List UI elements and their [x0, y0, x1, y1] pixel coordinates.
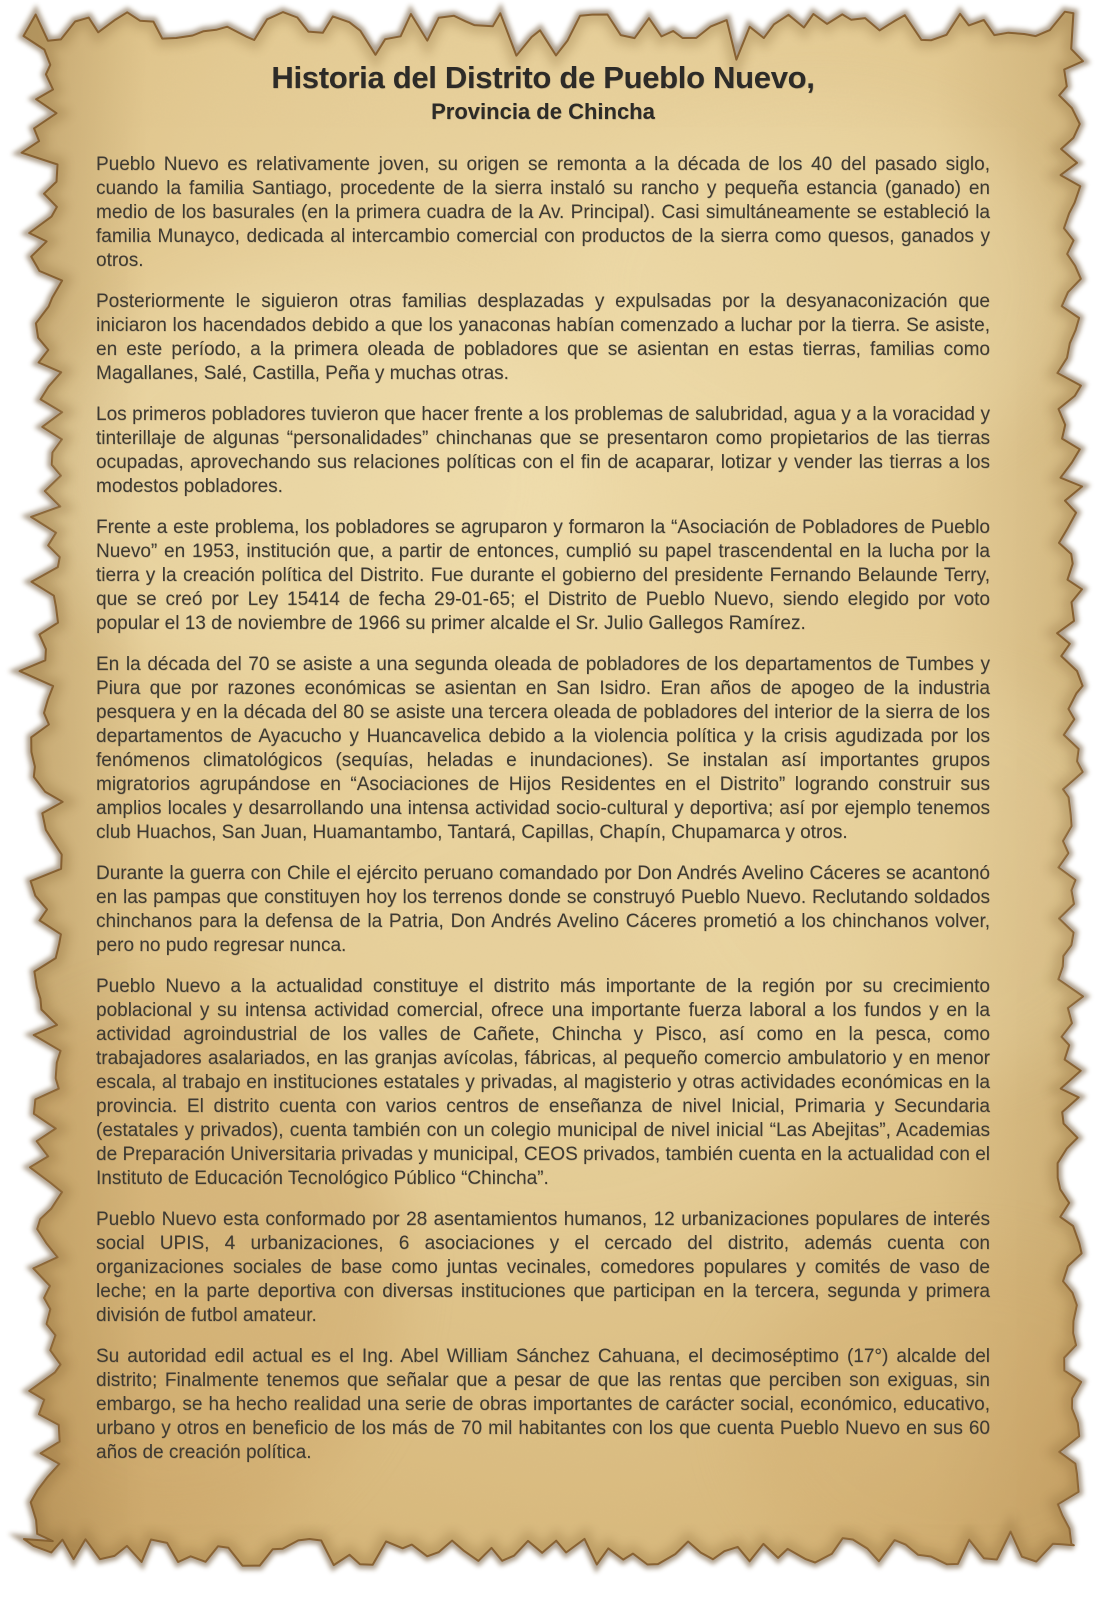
paragraph: Frente a este problema, los pobladores se agruparon y formaron la “Asociación de Pobladores de Pueblo Nuevo” en 1953, institución que, a partir de entonces, cumplió su papel trascendental en la lucha por la tierra y la creación política del Distrito. Fue durante el gobierno del presidente Fernando Belaunde Terry, que se creó por Ley 15414 de fecha 29-01-65; el Distrito de Pueblo Nuevo, siendo elegido por voto popular el 13 de noviembre de 1966 su primer alcalde el Sr. Julio Gallegos Ramírez. — [96, 517, 990, 634]
paragraph: Su autoridad edil actual es el Ing. Abel William Sánchez Cahuana, el decimoséptimo (17°) alcalde del distrito; Finalmente tenemos que señalar que a pesar de que las rentas que perciben son exiguas, sin embargo, se ha hecho realidad una serie de obras importantes de carácter social, económico, educativo, urbano y otros en beneficio de los más de 70 mil habitantes con los que cuenta Pueblo Nuevo en sus 60 años de creación política. — [96, 1346, 990, 1463]
paragraph: Pueblo Nuevo es relativamente joven, su origen se remonta a la década de los 40 del pasado siglo, cuando la familia Santiago, procedente de la sierra instaló su rancho y pequeña estancia (ganado) en medio de los basurales (en la primera cuadra de la Av. Principal). Casi simultáneamente se estableció la familia Munayco, dedicada al intercambio comercial con productos de la sierra como quesos, ganados y otros. — [96, 154, 990, 271]
document-title: Historia del Distrito de Pueblo Nuevo, — [271, 60, 815, 95]
title-block — [96, 60, 990, 125]
document-content — [96, 60, 990, 1465]
paragraph: En la década del 70 se asiste a una segunda oleada de pobladores de los departamentos de Tumbes y Piura que por razones económicas se asientan en San Isidro. Eran años de apogeo de la industria pesquera y en la década del 80 se asiste una tercera oleada de pobladores del interior de la sierra de los departamentos de Ayacucho y Huancavelica debido a la violencia política y la crisis agudizada por los fenómenos climatológicos (sequías, heladas e inundaciones). Se instalan así importantes grupos migratorios agrupándose en “Asociaciones de Hijos Residentes en el Distrito” logrando construir sus amplios locales y desarrollando una intensa actividad socio-cultural y deportiva; así por ejemplo tenemos club Huachos, San Juan, Huamantambo, Tantará, Capillas, Chapín, Chupamarca y otros. — [96, 654, 990, 843]
paragraphs — [96, 153, 990, 1465]
paragraph: Durante la guerra con Chile el ejército peruano comandado por Don Andrés Avelino Cáceres se acantonó en las pampas que constituyen hoy los terrenos donde se construyó Pueblo Nuevo. Reclutando soldados chinchanos para la defensa de la Patria, Don Andrés Avelino Cáceres prometió a los chinchanos volver, pero no pudo regresar nunca. — [96, 863, 990, 956]
document-subtitle: Provincia de Chincha — [431, 99, 655, 124]
paragraph: Los primeros pobladores tuvieron que hacer frente a los problemas de salubridad, agua y a la voracidad y tinterillaje de algunas “personalidades” chinchanas que se presentaron como propietarios de las tierras ocupadas, aprovechando sus relaciones políticas con el fin de acaparar, lotizar y vender las tierras a los modestos pobladores. — [96, 404, 990, 497]
paragraph: Pueblo Nuevo a la actualidad constituye el distrito más importante de la región por su crecimiento poblacional y su intensa actividad comercial, ofrece una importante fuerza laboral a los fundos y en la actividad agroindustrial de los valles de Cañete, Chincha y Pisco, así como en la pesca, como trabajadores asalariados, en las granjas avícolas, fábricas, al pequeño comercio ambulatorio y en menor escala, al trabajo en instituciones estatales y privadas, al magisterio y otras actividades económicas en la provincia. El distrito cuenta con varios centros de enseñanza de nivel Inicial, Primaria y Secundaria (estatales y privados), cuenta también con un colegio municipal de nivel inicial “Las Abejitas”, Academias de Preparación Universitaria privadas y municipal, CEOS privados, también cuenta en la actualidad con el Instituto de Educación Tecnológico Público “Chincha”. — [96, 976, 990, 1189]
paragraph: Pueblo Nuevo esta conformado por 28 asentamientos humanos, 12 urbanizaciones populares de interés social UPIS, 4 urbanizaciones, 6 asociaciones y el cercado del distrito, además cuenta con organizaciones sociales de base como juntas vecinales, comedores populares y comités de vaso de leche; en la parte deportiva con diversas instituciones que participan en la tercera, segunda y primera división de futbol amateur. — [96, 1209, 990, 1326]
paragraph: Posteriormente le siguieron otras familias desplazadas y expulsadas por la desyanaconización que iniciaron los hacendados debido a que los yanaconas habían comenzado a luchar por la tierra. Se asiste, en este período, a la primera oleada de pobladores que se asientan en estas tierras, familias como Magallanes, Salé, Castilla, Peña y muchas otras. — [96, 291, 990, 384]
